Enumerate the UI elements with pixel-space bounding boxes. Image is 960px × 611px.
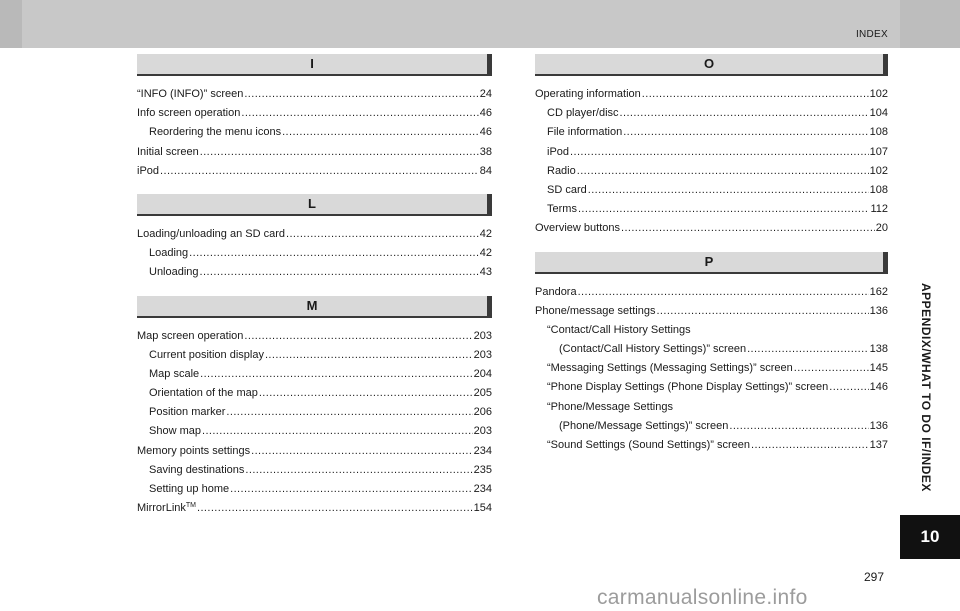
index-entry-term-text: Current position display — [149, 348, 264, 361]
index-entry-term-text: Orientation of the map — [149, 387, 258, 400]
index-entry-list — [535, 85, 888, 239]
index-entry-term-text: Reordering the menu icons — [149, 126, 282, 139]
chapter-side-label: APPENDIX/WHAT TO DO IF/INDEX — [919, 283, 933, 492]
dot-leader — [244, 85, 478, 104]
index-entry-term-text: Info screen operation — [137, 107, 241, 120]
index-entry-page[interactable]: 102 — [869, 164, 888, 177]
index-entry-page[interactable]: 206 — [473, 406, 492, 419]
index-entry-term-text: “Phone/Message Settings — [547, 400, 673, 413]
index-entry-term-text: “INFO (INFO)” screen — [137, 88, 244, 100]
dot-leader — [747, 340, 869, 359]
dot-leader — [265, 346, 473, 365]
dot-leader — [197, 499, 473, 518]
index-entry[interactable] — [535, 181, 888, 200]
dot-leader — [200, 365, 473, 384]
index-entry[interactable] — [137, 403, 492, 422]
header-band-left-accent — [0, 0, 22, 48]
index-entry-term — [535, 85, 641, 104]
index-entry[interactable] — [535, 417, 888, 436]
index-entry-term-text: iPod — [137, 164, 160, 177]
index-entry[interactable] — [535, 85, 888, 104]
dot-leader — [623, 123, 868, 142]
index-entry[interactable] — [137, 480, 492, 499]
index-entry-term — [149, 403, 225, 422]
dot-leader — [570, 143, 869, 162]
dot-leader — [286, 225, 479, 244]
dot-leader — [578, 283, 869, 302]
index-entry-page[interactable]: 205 — [473, 387, 492, 400]
dot-leader — [245, 461, 472, 480]
index-entry[interactable] — [137, 162, 492, 181]
index-entry[interactable] — [535, 219, 888, 238]
index-entry-page[interactable]: 102 — [869, 88, 888, 100]
dot-leader — [729, 417, 868, 436]
index-entry-page[interactable]: 138 — [869, 343, 888, 356]
index-entry-term-text: Saving destinations — [149, 463, 245, 476]
index-entry-list — [137, 327, 492, 519]
index-entry-term — [547, 104, 619, 123]
index-entry-page[interactable]: 203 — [473, 329, 492, 342]
index-entry[interactable] — [137, 123, 492, 142]
index-entry-term-text: Unloading — [149, 266, 199, 279]
index-entry-term-text: Show map — [149, 425, 201, 438]
index-entry-term — [137, 162, 159, 181]
dot-leader — [200, 263, 479, 282]
index-entry-term — [137, 225, 285, 244]
index-entry-term — [535, 219, 620, 238]
index-entry-term-text: Map scale — [149, 367, 200, 380]
index-entry-term — [547, 378, 828, 397]
index-entry-page[interactable]: 107 — [869, 145, 888, 158]
section-header-i: I — [137, 54, 492, 76]
header-band-right-accent — [900, 0, 960, 48]
dot-leader — [160, 162, 479, 181]
index-entry-term — [547, 181, 587, 200]
index-entry-term-text: Operating information — [535, 88, 641, 100]
section-gap — [137, 181, 492, 194]
index-entry-page[interactable]: 84 — [479, 164, 492, 177]
index-entry-term-text: Loading — [149, 247, 189, 260]
header-band — [0, 0, 960, 48]
index-entry[interactable] — [535, 200, 888, 219]
index-entry-term — [137, 499, 196, 518]
dot-leader — [656, 302, 868, 321]
section-header-o: O — [535, 54, 888, 76]
watermark: carmanualsonline.info — [597, 586, 808, 609]
index-entry[interactable] — [137, 263, 492, 282]
index-entry-term-text: “Sound Settings (Sound Settings)” screen — [547, 439, 751, 451]
index-entry[interactable] — [535, 283, 888, 302]
index-column-right — [535, 54, 888, 455]
index-entry[interactable] — [535, 302, 888, 321]
running-head: INDEX — [855, 29, 888, 40]
index-entry[interactable] — [137, 365, 492, 384]
index-entry-page[interactable]: 46 — [479, 107, 492, 120]
index-entry-term — [547, 436, 750, 455]
index-entry-term-text: SD card — [547, 183, 587, 196]
index-entry-page[interactable]: 154 — [473, 502, 492, 515]
index-entry-list — [137, 225, 492, 283]
index-entry-term — [149, 422, 201, 441]
index-entry-term-text: MirrorLink — [137, 502, 186, 515]
index-entry-term — [149, 263, 199, 282]
index-entry-term — [137, 442, 250, 461]
index-entry-page[interactable]: 108 — [869, 126, 888, 139]
index-entry-term-text: (Contact/Call History Settings)” screen — [559, 343, 747, 356]
index-entry[interactable] — [137, 104, 492, 123]
index-entry-page[interactable]: 136 — [869, 419, 888, 432]
index-entry-term — [547, 398, 673, 417]
index-entry — [535, 398, 888, 417]
index-entry-term — [137, 104, 240, 123]
index-entry-term — [559, 340, 746, 359]
index-entry[interactable] — [137, 442, 492, 461]
index-entry-term — [137, 85, 243, 104]
index-entry-term-text: Loading/unloading an SD card — [137, 227, 286, 240]
section-header-p: P — [535, 252, 888, 274]
index-entry-page[interactable]: 235 — [473, 463, 492, 476]
index-entry-term — [547, 200, 577, 219]
index-entry-term-text: Map screen operation — [137, 329, 244, 342]
dot-leader — [202, 422, 473, 441]
chapter-number-tab[interactable]: 10 — [900, 515, 960, 559]
index-entry-term — [535, 283, 577, 302]
index-entry[interactable] — [535, 378, 888, 397]
index-entry-page[interactable]: 234 — [473, 483, 492, 495]
index-entry-term-text: “Phone Display Settings (Phone Display Settings)” screen — [547, 381, 829, 394]
index-entry[interactable] — [535, 123, 888, 142]
trademark-superscript: TM — [185, 502, 197, 510]
dot-leader — [751, 436, 869, 455]
index-entry-term — [547, 162, 576, 181]
dot-leader — [620, 104, 869, 123]
index-entry-page[interactable]: 145 — [869, 362, 888, 375]
index-entry[interactable] — [535, 359, 888, 378]
index-entry-page[interactable]: 162 — [869, 285, 888, 298]
dot-leader — [200, 143, 479, 162]
index-entry-page[interactable]: 112 — [870, 203, 888, 216]
dot-leader — [244, 327, 472, 346]
index-entry[interactable] — [137, 244, 492, 263]
dot-leader — [251, 442, 473, 461]
index-entry-page[interactable]: 24 — [479, 88, 492, 100]
index-entry-term-text: Initial screen — [137, 145, 199, 158]
index-entry-page[interactable]: 203 — [473, 348, 492, 361]
dot-leader — [588, 181, 869, 200]
index-entry-term — [559, 417, 728, 436]
index-entry[interactable] — [535, 162, 888, 181]
index-entry-term — [149, 384, 258, 403]
index-entry-term-text: Setting up home — [149, 483, 230, 495]
index-entry-term-text: Memory points settings — [137, 444, 251, 457]
section-gap — [137, 283, 492, 296]
dot-leader — [642, 85, 869, 104]
index-entry-term — [137, 327, 243, 346]
index-entry-term — [547, 359, 793, 378]
section-gap — [535, 239, 888, 252]
section-header-l: L — [137, 194, 492, 216]
dot-leader — [241, 104, 478, 123]
index-entry[interactable] — [137, 499, 492, 518]
index-entry[interactable] — [137, 143, 492, 162]
index-entry-term-text: “Contact/Call History Settings — [547, 323, 691, 336]
index-entry-page[interactable]: 204 — [473, 367, 492, 380]
index-entry-term-text: Phone/message settings — [535, 304, 656, 317]
index-entry-term — [547, 321, 691, 340]
index-entry-page[interactable]: 42 — [479, 247, 492, 260]
index-entry-term — [547, 123, 622, 142]
index-entry[interactable] — [535, 340, 888, 359]
index-entry-page[interactable]: 146 — [869, 381, 888, 394]
index-entry[interactable] — [137, 422, 492, 441]
index-entry-term-text: “Messaging Settings (Messaging Settings)” screen — [547, 362, 793, 375]
index-entry-term — [137, 143, 199, 162]
dot-leader — [259, 384, 473, 403]
index-entry-term — [547, 143, 569, 162]
index-entry-term-text: Pandora — [535, 285, 577, 298]
index-entry-term — [149, 346, 264, 365]
index-entry[interactable] — [535, 104, 888, 123]
dot-leader — [794, 359, 869, 378]
index-entry-term — [535, 302, 655, 321]
dot-leader — [282, 123, 479, 142]
dot-leader — [621, 219, 875, 238]
index-entry[interactable] — [137, 346, 492, 365]
index-entry-page[interactable]: 108 — [869, 183, 888, 196]
index-entry-page[interactable]: 203 — [473, 425, 492, 438]
index-entry[interactable] — [137, 384, 492, 403]
index-entry[interactable] — [535, 143, 888, 162]
index-entry-term-text: CD player/disc — [547, 107, 619, 120]
dot-leader — [189, 244, 479, 263]
index-entry-page[interactable]: 20 — [875, 222, 888, 235]
index-entry-page[interactable]: 234 — [473, 444, 492, 457]
index-column-left — [137, 54, 492, 518]
index-entry-term-text: File information — [547, 126, 623, 139]
index-entry-term-text: Overview buttons — [535, 222, 620, 235]
index-entry-page[interactable]: 43 — [479, 266, 492, 279]
index-entry-term-text: Terms — [547, 203, 577, 216]
index-entry-page[interactable]: 136 — [869, 304, 888, 317]
index-entry[interactable] — [137, 85, 492, 104]
index-entry-term — [149, 480, 229, 499]
index-entry[interactable] — [137, 327, 492, 346]
index-entry[interactable] — [535, 436, 888, 455]
index-entry-term — [149, 461, 244, 480]
index-entry-term — [149, 365, 199, 384]
index-entry[interactable] — [137, 225, 492, 244]
index-entry-list — [535, 283, 888, 456]
dot-leader — [829, 378, 868, 397]
index-entry-term — [149, 244, 188, 263]
index-entry-term-text: (Phone/Message Settings)” screen — [559, 419, 729, 432]
index-entry-page[interactable]: 46 — [479, 126, 492, 139]
index-entry[interactable] — [137, 461, 492, 480]
dot-leader — [226, 403, 472, 422]
dot-leader — [577, 162, 869, 181]
index-entry — [535, 321, 888, 340]
index-entry-page[interactable]: 38 — [479, 145, 492, 158]
index-entry-page[interactable]: 42 — [479, 227, 492, 240]
dot-leader — [578, 200, 870, 219]
index-entry-term — [149, 123, 281, 142]
index-entry-page[interactable]: 137 — [869, 439, 888, 451]
index-entry-term-text: Position marker — [149, 406, 226, 419]
index-entry-term-text: iPod — [547, 145, 570, 158]
page-number: 297 — [864, 570, 885, 584]
section-header-m: M — [137, 296, 492, 318]
index-entry-term-text: Radio — [547, 164, 576, 177]
index-entry-page[interactable]: 104 — [869, 107, 888, 120]
dot-leader — [230, 480, 473, 499]
index-entry-list — [137, 85, 492, 181]
